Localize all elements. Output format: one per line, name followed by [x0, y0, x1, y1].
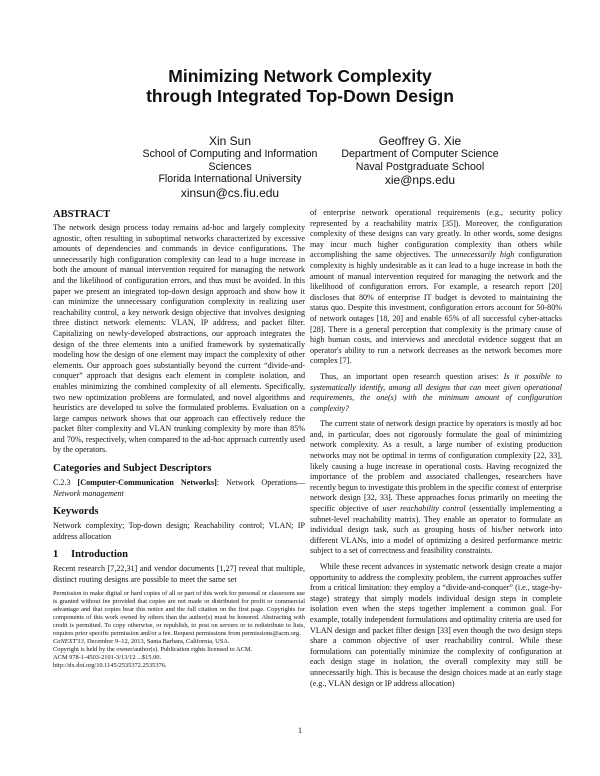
keywords-text: Network complexity; Top-down design; Reachability control; VLAN; IP address allocation — [53, 521, 305, 541]
right-paragraph-2 — [310, 372, 562, 414]
copyright-block — [53, 590, 305, 671]
author-name: Geoffrey G. Xie — [378, 134, 462, 148]
text-run: configuration complexity is highly undesirable as it can lead to a huge increase in both the amount of manual intervention required for managing the network and the likelihood of configuration errors. For example, a research report [20] discloses that 80% of enterprise IT budget is devoted to maintaining the status quo. Despite this investment, configuration errors account for 50-80% of network outages [18, 20] and enable 65% of all successful cyber-attacks [28]. There is a general perception that complexity is the primary cause of high human costs, and interviews and anecdotal evidence suggest that an operator's ability to run a network decreases as the network becomes more complex [7]. — [310, 250, 562, 366]
right-paragraph-1 — [310, 208, 562, 367]
right-column — [310, 208, 562, 689]
text-run: Thus, an important open research question arises: — [320, 371, 504, 381]
author-affiliation: Naval Postgraduate School — [355, 160, 485, 173]
author-affiliation: Florida International University — [158, 173, 302, 186]
paper-title — [0, 66, 600, 106]
text-run: The current state of network design practice by operators is mostly ad hoc and, in particular, does not rigorously formulate the goal of minimizing network complexity. As a result, a large number of existing production networks may not be optimal in terms of configuration complexity [22, 33], likely causing a huge increase in operational costs. Having recognized the importance of the problem and associated challenges, researchers have recently begun to investigate this problem in the specific context of enterprise network design [32, 33]. These approaches focus primarily on meeting the specific objective of — [310, 419, 562, 514]
italic-run: unnecessarily high — [451, 250, 515, 260]
categories-heading: Categories and Subject Descriptors — [53, 463, 212, 475]
intro-number: 1 — [53, 549, 59, 561]
category-rest: : Network Operations— — [216, 478, 305, 488]
intro-heading — [53, 548, 305, 561]
page-number: 1 — [298, 726, 302, 735]
author-email: xinsun@cs.fiu.edu — [180, 185, 280, 200]
keywords-heading: Keywords — [53, 506, 99, 518]
copyright-owner: Copyright is held by the owner/author(s). Publication rights licensed to ACM. — [53, 646, 253, 654]
abstract-text: The network design process today remains ad-hoc and largely complexity agnostic, often resulting in suboptimal networks characterized by excessive amounts of dependencies and commands in device configurations. The unnecessarily high configuration complexity can lead to a huge increase in both the amount of manual intervention required for managing the network and the likelihood of configuration errors, and thus must be avoided. In this paper we present an integrated top-down design approach and show how it can minimize the unnecessary configuration complexity in realizing user reachability control, a key network design objective that involves designing three distinct network elements: VLAN, IP address, and packet filter. Capitalizing on newly-developed abstractions, our approach integrates the design of the three elements into a unified framework by systematically modeling how the design of one element may impact the complexity of other elements. Our approach goes substantially beyond the current “divide-and-conquer” approach that designs each element in complete isolation, and enables minimizing the combined complexity of all elements. Specifically, two new optimization problems are formulated, and novel algorithms and heuristics are developed to solve the formulated problems. Evaluation on a large campus network shows that our approach can effectively reduce the packet filter complexity and VLAN trunking complexity by more than 85% and 70%, respectively, when compared to the ad-hoc approach currently used by the operators. — [53, 223, 305, 455]
italic-run: Is it possible to systematically identify, among all designs that can meet given operational requirements, the one(s) with the minimum amount of configuration complexity? — [310, 371, 562, 413]
left-column — [53, 208, 305, 671]
right-paragraph-4: While these recent advances in systematic network design create a major opportunity to address the complexity problem, the current approaches suffer from a critical limitation: they employ a “divide-and-conquer” (i.e., stage-by-stage) strategy that simply models individual design steps in complete isolation even when the steps together implement a common goal. For example, totally independent formulations and optimality criteria are used for VLAN design and packet filter design [33] even though the two design steps share a common objective of user reachability control. While these formulations can potentially minimize the complexity of configuration at each design stage in isolation, the overall complexity may still be unnecessarily high. This is because the design choices made at an early stage (e.g., VLAN design or IP address allocation) — [310, 562, 562, 688]
intro-text: Recent research [7,22,31] and vendor documents [1,27] reveal that multiple, distinct routing designs are possible to meet the same set — [53, 564, 305, 585]
conference-name: CoNEXT'13, — [53, 638, 86, 646]
right-paragraph-3 — [310, 419, 562, 557]
category-code: C.2.3 — [53, 478, 71, 488]
categories-text — [53, 478, 305, 499]
author-name: Xin Sun — [208, 134, 252, 148]
italic-run: user reachability control — [382, 504, 466, 514]
author-email: xie@nps.edu — [384, 173, 456, 188]
copyright-conference — [53, 638, 305, 646]
conference-details: December 9–12, 2013, Santa Barbara, California, USA. — [85, 638, 230, 646]
category-bold: [Computer-Communication Networks] — [77, 478, 217, 488]
category-italic: Network management — [53, 488, 124, 498]
text-run: (essentially implementing a subnet-level reachability matrix). They enable an operator to formulate an individual design task, such as grouping hosts of his/her network into different VLANs, into a model of optimizing a desired performance metric subject to a set of correctness and feasibility constraints. — [310, 504, 562, 556]
abstract-heading: ABSTRACT — [53, 209, 111, 220]
author-affiliation: School of Computing and Information Sciences — [142, 148, 318, 173]
copyright-doi: http://dx.doi.org/10.1145/2535372.2535376. — [53, 662, 167, 670]
text-run: of enterprise network operational requirements (e.g., security policy represented by a reachability matrix [35]). Moreover, the configuration complexity of these designs can vary greatly. In other words, some designs may incur much higher configuration complexity than others while accomplishing the same objectives. The — [310, 208, 562, 260]
title-line-2: through Integrated Top-Down Design — [146, 86, 454, 106]
intro-title: Introduction — [71, 549, 128, 561]
copyright-isbn: ACM 978-1-4503-2101-3/13/12 ...$15.00. — [53, 654, 162, 662]
title-line-1: Minimizing Network Complexity — [168, 66, 432, 86]
copyright-permission: Permission to make digital or hard copies of all or part of this work for personal or classroom use is granted without fee provided that copies are not made or distributed for profit or commercial advantage and that copies bear this notice and the full citation on the first page. Copyrights for components of this work owned by others than the author(s) must be honored. Abstracting with credit is permitted. To copy otherwise, or republish, to post on servers or to redistribute to lists, requires prior specific permission and/or a fee. Request permissions from permissions@acm.org. — [53, 589, 305, 638]
author-block-2 — [320, 134, 520, 187]
author-affiliation: Department of Computer Science — [341, 148, 499, 160]
author-block-1 — [130, 134, 330, 200]
